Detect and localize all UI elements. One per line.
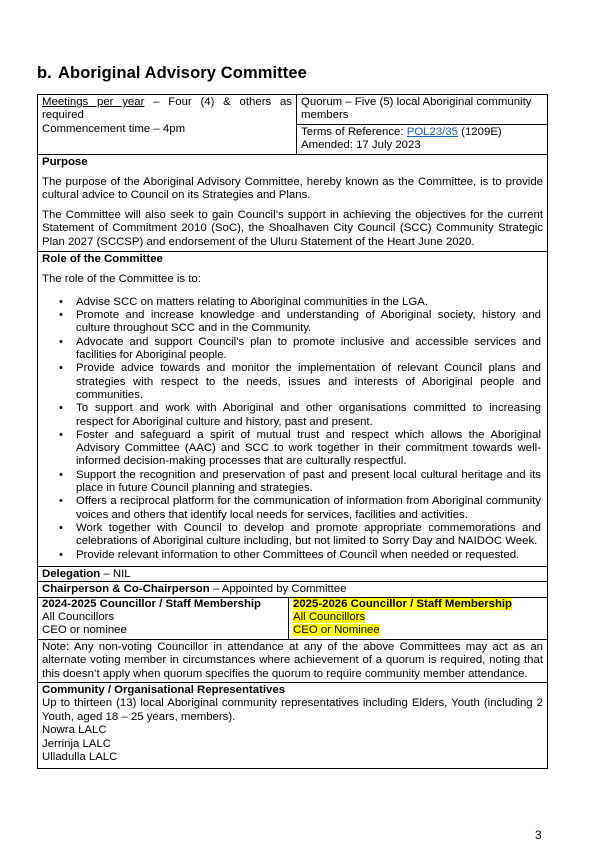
membership-2024-title: 2024-2025 Councillor / Staff Membership xyxy=(42,597,262,610)
org-item: Jerrinja LALC xyxy=(42,737,112,750)
membership-2024-line1: All Councillors xyxy=(42,611,115,624)
amended-date: Amended: 17 July 2023 xyxy=(301,139,421,152)
community-title: Community / Organisational Representatives xyxy=(42,684,286,697)
chairperson-value: – Appointed by Committee xyxy=(209,583,347,596)
meetings-quorum-row xyxy=(38,95,547,154)
tor-suffix: (1209E) xyxy=(458,125,502,138)
bullet-icon: • xyxy=(59,335,63,348)
meetings-text: – Four (4) & others as required xyxy=(42,96,292,122)
list-item: • Foster and safeguard a spirit of mutual trust and respect which allows the Aboriginal Advisory Committee (AAC) and SCC to work together in their commitment towards well-informed decision-making processes that are culturally respectful. xyxy=(59,428,541,468)
list-item: • Advise SCC on matters relating to Aboriginal communities in the LGA. xyxy=(59,295,429,308)
delegation-value: – NIL xyxy=(100,567,131,580)
list-item: • Provide relevant information to other Committees of Council when needed or requested. xyxy=(59,548,520,561)
purpose-title: Purpose xyxy=(42,155,88,168)
membership-2024-line2: CEO or nominee xyxy=(42,624,127,637)
meetings-label: Meetings per year xyxy=(42,96,145,108)
community-text: Up to thirteen (13) local Aboriginal community representatives including Elders, Youth (including 2 Youth, aged 18 – 25 years, members). xyxy=(42,697,543,723)
tor-link[interactable]: POL23/35 xyxy=(406,125,459,138)
terms-of-reference xyxy=(297,124,547,154)
membership-2024-cell xyxy=(38,598,289,639)
page-number: 3 xyxy=(535,828,542,842)
purpose-paragraph-1: The purpose of the Aboriginal Advisory Committee, hereby known as the Committee, is to provide cultural advice to Council on its Strategies and Plans. xyxy=(42,176,543,202)
section-number: b. xyxy=(37,64,52,82)
bullet-icon: • xyxy=(59,362,63,375)
purpose-section xyxy=(38,154,547,251)
committee-table xyxy=(37,94,548,769)
membership-2025-line1: All Councillors xyxy=(293,611,366,624)
quorum-text: Quorum – Five (5) local Aboriginal community members xyxy=(301,96,532,122)
role-intro: The role of the Committee is to: xyxy=(42,273,201,286)
membership-row xyxy=(38,597,547,639)
bullet-icon: • xyxy=(59,521,63,534)
role-title: Role of the Committee xyxy=(42,253,163,266)
commencement-time: Commencement time – 4pm xyxy=(42,122,186,135)
bullet-icon: • xyxy=(59,402,63,415)
org-item: Ulladulla LALC xyxy=(42,751,118,764)
list-item: • Advocate and support Council’s plan to promote inclusive and accessible services and facilities for Aboriginal people. xyxy=(59,335,541,362)
quorum-cell xyxy=(297,95,547,154)
role-list xyxy=(42,296,543,562)
membership-2025-line2: CEO or Nominee xyxy=(293,624,380,637)
chairperson-label: Chairperson & Co-Chairperson xyxy=(42,583,210,596)
delegation-row xyxy=(38,566,547,581)
list-item: • Support the recognition and preservation of past and present local cultural heritage and its place in future Council planning and strategies. xyxy=(59,468,541,495)
bullet-icon: • xyxy=(59,428,63,441)
community-section xyxy=(38,682,547,767)
list-item: • Offers a reciprocal platform for the communication of information from Aboriginal community voices and others that identify local needs for services, facilities and activities. xyxy=(59,495,541,521)
org-item: Nowra LALC xyxy=(42,724,107,737)
list-item: • Promote and increase knowledge and understanding of Aboriginal society, history and culture throughout SCC and in the Community. xyxy=(59,309,541,335)
chairperson-row xyxy=(38,581,547,596)
section-title: Aboriginal Advisory Committee xyxy=(58,64,307,82)
list-item: • Provide advice towards and monitor the implementation of relevant Council plans and strategies with respect to the needs, issues and interests of Aboriginal people and communities. xyxy=(59,362,541,401)
list-item: • To support and work with Aboriginal and other organisations committed to increasing respect for Aboriginal culture and history, past and present. xyxy=(59,402,541,428)
purpose-paragraph-2: The Committee will also seek to gain Council’s support in achieving the objectives for the current Statement of Commitment 2010 (SoC), the Shoalhaven City Council (SCC) Community Strategic Plan 2027 (SCCSP) and endorsement of the Uluru Statement of the Heart June 2020. xyxy=(42,208,543,248)
bullet-icon: • xyxy=(59,548,63,561)
meetings-cell xyxy=(38,95,297,154)
membership-2025-title: 2025-2026 Councillor / Staff Membership xyxy=(293,597,513,610)
bullet-icon: • xyxy=(59,309,63,322)
list-item: • Work together with Council to develop and promote appropriate commemorations and celebrations of Aboriginal culture including, but not limited to Sorry Day and NAIDOC Week. xyxy=(59,521,541,548)
bullet-icon: • xyxy=(59,468,63,481)
note-row: Note: Any non-voting Councillor in attendance at any of the above Committees may act as an alternate voting member in circumstances where achievement of a quorum is required, noting that this doesn’t apply when quorum specifies the quorum to require community member attendance. xyxy=(38,639,547,682)
tor-prefix: Terms of Reference: xyxy=(301,125,407,138)
bullet-icon: • xyxy=(59,495,63,508)
section-heading xyxy=(37,64,307,83)
bullet-icon: • xyxy=(59,295,63,308)
role-section xyxy=(38,251,547,566)
delegation-label: Delegation xyxy=(42,567,101,580)
membership-2025-cell xyxy=(289,598,547,639)
